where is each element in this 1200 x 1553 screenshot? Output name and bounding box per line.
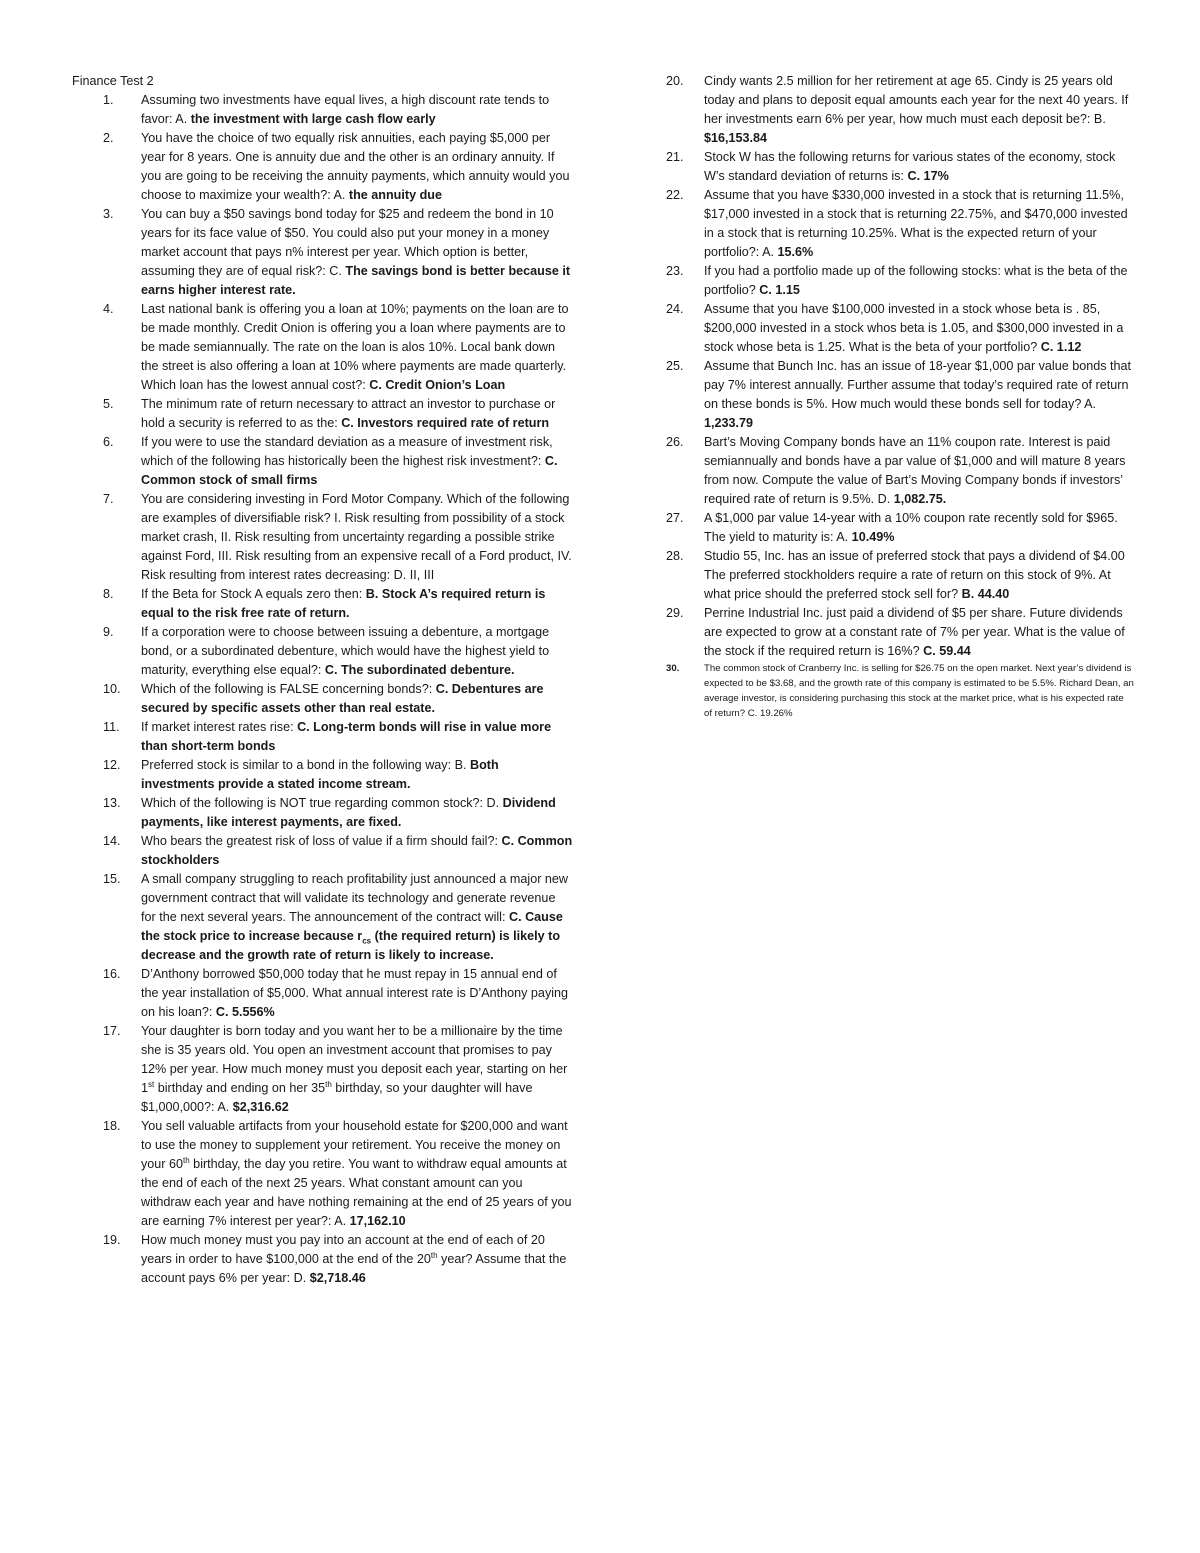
question-body: How much money must you pay into an account at the end of each of 20 years in order to have $100,000 at the end of the 20 — [141, 1233, 545, 1266]
question-item — [666, 604, 1134, 661]
left-column — [103, 91, 573, 1288]
question-text — [141, 435, 558, 487]
question-number: 5. — [103, 397, 114, 411]
question-text — [141, 682, 544, 715]
question-number: 8. — [103, 587, 114, 601]
question-item — [103, 680, 573, 718]
question-item — [103, 870, 573, 965]
question-body: Bart’s Moving Company bonds have an 11% coupon rate. Interest is paid semiannually and bonds have a par value of $1,000 and will mature 8 years from now. Compute the value of Bart’s Moving Company bonds if investors’ required rate of return is 9.5%. D. — [704, 435, 1126, 506]
question-number: 19. — [103, 1233, 121, 1247]
answer-text: Dividend payments, like interest payments, are fixed. — [141, 796, 556, 829]
question-text — [141, 758, 499, 791]
question-body-cont: birthday, the day you retire. You want to withdraw equal amounts at the end of each of the next 25 years. What constant amount can you withdraw each year and have nothing remaining at the end of 25 years of you are earning 7% interest per year?: A. — [141, 1157, 572, 1228]
question-text — [141, 796, 556, 829]
question-number: 17. — [103, 1024, 121, 1038]
question-item — [666, 661, 1134, 721]
answer-text: C. Cause the stock price to increase because r — [141, 910, 563, 943]
question-body-cont: birthday, so your daughter will have $1,000,000?: A. — [141, 1081, 533, 1114]
question-text — [141, 1233, 566, 1285]
question-text — [141, 397, 555, 430]
answer-text: B. Stock A’s required return is equal to the risk free rate of return. — [141, 587, 546, 620]
question-body: If market interest rates rise: — [141, 720, 294, 734]
question-number: 11. — [103, 720, 120, 734]
question-text — [704, 264, 1128, 297]
question-text — [704, 435, 1125, 506]
question-text — [704, 302, 1123, 354]
question-number: 29. — [666, 606, 684, 620]
question-item — [666, 300, 1134, 357]
answer-text: C. 17% — [903, 169, 949, 183]
ordinal-suffix: st — [148, 1079, 155, 1089]
question-number: 15. — [103, 872, 121, 886]
question-text — [141, 1119, 572, 1228]
question-body-cont: birthday and ending on her 35 — [154, 1081, 326, 1095]
question-number: 12. — [103, 758, 121, 772]
answer-text: B. 44.40 — [958, 587, 1010, 601]
question-text — [141, 834, 572, 867]
question-item — [666, 509, 1134, 547]
question-item — [666, 72, 1134, 148]
question-item — [103, 1022, 573, 1117]
question-item — [103, 205, 573, 300]
question-body-cont: year? Assume that the account pays 6% per year: D. — [141, 1252, 567, 1285]
answer-text: C. Debentures are secured by specific assets other than real estate. — [141, 682, 544, 715]
question-body: Assume that Bunch Inc. has an issue of 18-year $1,000 par value bonds that pay 7% interest annually. Further assume that today’s required rate of return on these bonds is 5%. How much would these bonds sell for today? A. — [704, 359, 1132, 411]
question-body: If you were to use the standard deviation as a measure of investment risk, which of the following has historically been the highest risk investment?: — [141, 435, 553, 468]
question-item — [103, 91, 573, 129]
question-item — [103, 433, 573, 490]
question-number: 30. — [666, 663, 680, 674]
question-text — [704, 150, 1115, 183]
document-title: Finance Test 2 — [72, 74, 154, 88]
question-body: Which of the following is FALSE concerning bonds?: — [141, 682, 433, 696]
answer-text: The savings bond is better because it earns higher interest rate. — [141, 264, 571, 297]
question-text — [141, 720, 551, 753]
question-text — [141, 1024, 567, 1114]
question-item — [103, 300, 573, 395]
question-text — [704, 606, 1125, 658]
question-body: Your daughter is born today and you want her to be a millionaire by the time she is 35 years old. You open an investment account that promises to pay 12% per year. How much money must you deposit each year, starting on her 1 — [141, 1024, 568, 1095]
question-item — [103, 1231, 573, 1288]
question-item — [103, 965, 573, 1022]
question-text — [141, 625, 549, 677]
subscript: cs — [362, 936, 372, 946]
question-text — [704, 511, 1118, 544]
question-text — [141, 872, 568, 962]
answer-text: the investment with large cash flow early — [187, 112, 436, 126]
answer-text: $16,153.84 — [704, 131, 768, 145]
answer-text: C. 1.15 — [755, 283, 800, 297]
answer-text: C. Credit Onion’s Loan — [365, 378, 506, 392]
question-text — [704, 188, 1128, 259]
question-item — [666, 148, 1134, 186]
question-number: 6. — [103, 435, 114, 449]
question-item — [103, 623, 573, 680]
question-body: D’Anthony borrowed $50,000 today that he must repay in 15 annual end of the year installation of $5,000. What annual interest rate is D’Anthony paying on his loan?: — [141, 967, 569, 1019]
question-item — [666, 357, 1134, 433]
question-text — [141, 302, 569, 392]
question-item — [103, 832, 573, 870]
question-body: Studio 55, Inc. has an issue of preferred stock that pays a dividend of $4.00 The preferred stockholders require a rate of return on this stock of 9%. At what price should the preferred stock sell for? — [704, 549, 1125, 601]
question-item — [666, 547, 1134, 604]
answer-text: C. 5.556% — [212, 1005, 275, 1019]
question-number: 24. — [666, 302, 684, 316]
question-number: 23. — [666, 264, 684, 278]
answer-text: Both investments provide a stated income stream. — [141, 758, 499, 791]
question-body: Assuming two investments have equal lives, a high discount rate tends to favor: A. — [141, 93, 550, 126]
question-number: 18. — [103, 1119, 121, 1133]
question-body: Which of the following is NOT true regarding common stock?: D. — [141, 796, 500, 810]
answer-text: C. Long-term bonds will rise in value more than short-term bonds — [141, 720, 552, 753]
question-body: Last national bank is offering you a loan at 10%; payments on the loan are to be made monthly. Credit Onion is offering you a loan where payments are to be made semiannually. The rate on the loan is alos 10%. Local bank down the street is also offering a loan at 10% where payments are made quarterly. Which loan has the lowest annual cost?: — [141, 302, 569, 392]
question-number: 1. — [103, 93, 114, 107]
question-number: 14. — [103, 834, 121, 848]
question-text: The common stock of Cranberry Inc. is selling for $26.75 on the open market. Next year’s dividend is expected to be $3.68, and the growth rate of this company is estimated to be 5.5%. Richard Dean, an average investor, is considering purchasing this stock at the market price, what is his expected rate of return? C. 19.26% — [704, 663, 1134, 719]
question-number: 4. — [103, 302, 114, 316]
question-number: 9. — [103, 625, 114, 639]
question-text — [704, 359, 1131, 430]
answer-text: $2,316.62 — [229, 1100, 289, 1114]
question-body: Who bears the greatest risk of loss of value if a firm should fail?: — [141, 834, 498, 848]
question-text — [141, 967, 568, 1019]
question-number: 21. — [666, 150, 684, 164]
question-number: 3. — [103, 207, 114, 221]
question-item — [666, 433, 1134, 509]
question-item — [103, 794, 573, 832]
question-text — [141, 93, 549, 126]
answer-text: the annuity due — [345, 188, 442, 202]
question-number: 16. — [103, 967, 121, 981]
answer-text: C. 1.12 — [1037, 340, 1082, 354]
question-text — [704, 74, 1128, 145]
answer-text: $2,718.46 — [306, 1271, 366, 1285]
question-body: You sell valuable artifacts from your household estate for $200,000 and want to use the money to supplement your retirement. You receive the money on your 60 — [141, 1119, 568, 1171]
question-body: Preferred stock is similar to a bond in the following way: B. — [141, 758, 467, 772]
question-number: 26. — [666, 435, 684, 449]
question-item — [666, 262, 1134, 300]
question-number: 7. — [103, 492, 114, 506]
question-text — [141, 207, 570, 297]
answer-text: 1,233.79 — [704, 416, 754, 430]
question-body: If a corporation were to choose between issuing a debenture, a mortgage bond, or a subordinated debenture, which would have the highest yield to maturity, everything else equal?: — [141, 625, 550, 677]
question-text — [141, 131, 569, 202]
question-body: Stock W has the following returns for various states of the economy, stock W’s standard deviation of returns is: — [704, 150, 1116, 183]
answer-text: C. The subordinated debenture. — [321, 663, 515, 677]
question-item — [103, 718, 573, 756]
question-number: 28. — [666, 549, 684, 563]
question-number: 22. — [666, 188, 684, 202]
question-number: 10. — [103, 682, 121, 696]
question-item — [103, 1117, 573, 1231]
ordinal-suffix: th — [430, 1250, 438, 1260]
answer-text: 1,082.75. — [890, 492, 947, 506]
question-item — [103, 756, 573, 794]
question-number: 25. — [666, 359, 684, 373]
question-item — [103, 129, 573, 205]
question-item — [103, 585, 573, 623]
question-text — [141, 587, 545, 620]
question-body: Assume that you have $330,000 invested in a stock that is returning 11.5%, $17,000 invested in a stock that is returning 22.75%, and $470,000 invested in a stock that is returning 10.25%. What is the expected return of your portfolio?: A. — [704, 188, 1128, 259]
question-body: A small company struggling to reach profitability just announced a major new government contract that will validate its technology and generate revenue for the next several years. The announcement of the contract will: — [141, 872, 569, 924]
question-body: Assume that you have $100,000 invested in a stock whose beta is . 85, $200,000 invested in a stock whos beta is 1.05, and $300,000 invested in a stock whose beta is 1.25. What is the beta of your portfolio? — [704, 302, 1124, 354]
question-number: 2. — [103, 131, 114, 145]
question-number: 27. — [666, 511, 684, 525]
answer-text: C. Common stockholders — [141, 834, 573, 867]
question-body: A $1,000 par value 14-year with a 10% coupon rate recently sold for $965. The yield to maturity is: A. — [704, 511, 1118, 544]
answer-text: C. Common stock of small firms — [141, 454, 558, 487]
answer-text: 17,162.10 — [346, 1214, 406, 1228]
answer-text: C. 59.44 — [919, 644, 971, 658]
question-text — [141, 492, 572, 582]
question-body: The minimum rate of return necessary to attract an investor to purchase or hold a security is referred to as the: — [141, 397, 556, 430]
answer-text: 15.6% — [774, 245, 814, 259]
question-body: If the Beta for Stock A equals zero then: — [141, 587, 363, 601]
question-body: Perrine Industrial Inc. just paid a dividend of $5 per share. Future dividends are expected to grow at a constant rate of 7% per year. What is the value of the stock if the required return is 16%? — [704, 606, 1125, 658]
ordinal-suffix: th — [183, 1155, 190, 1165]
question-item — [103, 490, 573, 585]
answer-text-cont: (the required return) is likely to decrease and the growth rate of return is likely to increase. — [141, 929, 561, 962]
answer-text: C. Investors required rate of return — [337, 416, 550, 430]
question-body: You are considering investing in Ford Motor Company. Which of the following are examples of diversifiable risk? I. Risk resulting from possibility of a stock market crash, II. Risk resulting from uncertainty regarding a possible strike against Ford, III. Risk resulting from an expensive recall of a Ford product, IV. Risk resulting from interest rates decreasing: D. II, III — [141, 492, 572, 582]
question-body: If you had a portfolio made up of the following stocks: what is the beta of the portfolio? — [704, 264, 1128, 297]
ordinal-suffix: th — [325, 1079, 332, 1089]
question-body: Cindy wants 2.5 million for her retirement at age 65. Cindy is 25 years old today and plans to deposit equal amounts each year for the next 40 years. If her investments earn 6% per year, how much must each deposit be?: B. — [704, 74, 1129, 126]
question-body: You can buy a $50 savings bond today for $25 and redeem the bond in 10 years for its face value of $50. You could also put your money in a money market account that pays n% interest per year. Which option is better, assuming they are of equal risk?: C. — [141, 207, 554, 278]
question-text — [704, 549, 1125, 601]
question-item — [103, 395, 573, 433]
question-body: You have the choice of two equally risk annuities, each paying $5,000 per year for 8 years. One is annuity due and the other is an ordinary annuity. If you are going to be receiving the annuity payments, which annuity would you choose to maximize your wealth?: A. — [141, 131, 570, 202]
question-item — [666, 186, 1134, 262]
question-number: 20. — [666, 74, 684, 88]
answer-text: 10.49% — [848, 530, 895, 544]
question-number: 13. — [103, 796, 121, 810]
right-column — [666, 72, 1134, 721]
